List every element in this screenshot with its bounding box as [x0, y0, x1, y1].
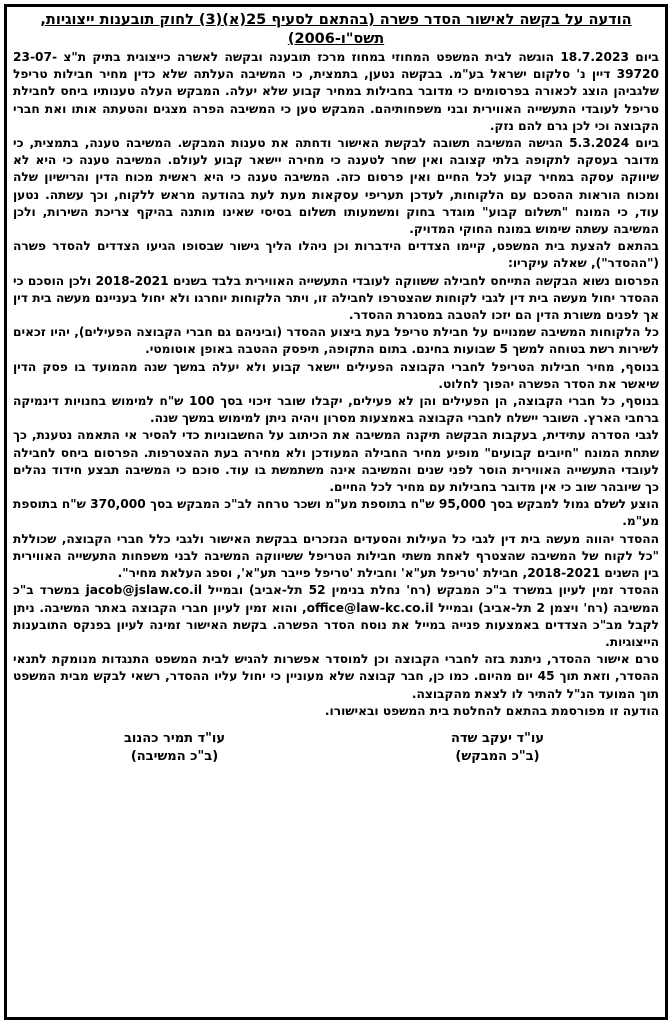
- notice-title: [13, 11, 659, 49]
- paragraph-publication: הודעה זו מפורסמת בהתאם להחלטת בית המשפט ובאישורו.: [324, 703, 659, 718]
- paragraph-response: ביום 5.3.2024 הגישה המשיבה תשובה לבקשת האישור ודחתה את טענות המבקש. המשיבה טענה, בתמצית, כי מדובר בעסקה לתקופה בלתי קצובה ואין שחר לטענה כי מחירה יישאר קבוע לעולם. המשיבה טענה כי היא לא שיווקה עסקה במחיר קבוע לכל החיים ואין פרסום כזה. המשיבה טענה כי היא ראשית מכוח הדין והרישיון שלה ומכוח הוראות ההסכם עם הלקוחות, לעדכן תעריפי עסקאות מעת לעת בהודעה מראש ללקוח, וכך עשתה. נטען עוד, כי המונח "תשלום קבוע" מוגדר בחוק ומשמעותו תשלום בסיסי שאינו מותנה בהיקף צריכת השירות, ולכן המשיבה עשתה שימוש במונח החוקי המדויק.: [13, 136, 659, 237]
- signature-name: עו"ד יעקב שדה: [450, 730, 544, 746]
- paragraph-benefit-voucher: בנוסף, כל חברי הקבוצה, הן הפעילים והן לא פעילים, יקבלו שובר זיכוי בסך 100 ש"ח למימוש בחנויות דינמיקה ברחבי הארץ. השובר יישלח לחברי הקבוצה באמצעות מסרון ויהיה ניתן למימוש במשך שנה.: [13, 394, 659, 426]
- notice-page: [4, 4, 668, 1020]
- title-line-1: הודעה על בקשה לאישור הסדר פשרה (בהתאם לסעיף 25(א)(3) לחוק תובענות ייצוגיות,: [40, 12, 632, 28]
- paragraph-mediation: בהתאם להצעת בית המשפט, קיימו הצדדים הידברות וכן ניהלו הליך גישור שבסופו הגיעו הצדדים להסדר פשרה ("ההסדר"), שאלה עיקריו:: [13, 239, 659, 271]
- paragraph-availability: ההסדר זמין לעיון במשרד ב"כ המבקש (רח' נחלת בנימין 52 תל-אביב) ובמייל jacob@jslaw.co.il במשרד ב"כ המשיבה (רח' ויצמן 2 תל-אביב) ובמייל office@law-kc.co.il, והוא זמין לעיון חברי הקבוצה באתר המשיבה. ניתן לקבל מב"כ הצדדים באמצעות פנייה במייל את נוסח הסדר הפשרה. בקשת האישור זמינה לעיון בפנקס התובענות הייצוגיות.: [13, 583, 659, 649]
- paragraph-benefit-price: בנוסף, מחיר חבילות הטריפל לחברי הקבוצה הפעילים יישאר קבוע ולא יעלה במשך שנה מהמועד בו פסק הדין שיאשר את הסדר הפשרה יהפוך לחלוט.: [13, 359, 659, 391]
- signature-role: (ב"כ המשיבה): [130, 748, 219, 764]
- paragraph-filing: ביום 18.7.2023 הוגשה לבית המשפט המחוזי במחוז מרכז תובענה ובקשה לאשרה כייצוגית בתיק ת"צ 23-07-39720 דיין נ' סלקום ישראל בע"מ. בבקשה נטען, בתמצית, כי המשיבה העלתה שלא כדין מחיר חבילות טריפל שלגביהן הוצג לכאורה בפרסומים כי מדובר בחבילות במחיר קבוע שלא יעלה. המבקש העלה טענותיו ביחס לחבילת טריפל לעובדי התעשייה האווירית ובני משפחותיהם. המבקש טען כי המשיבה הפרה מצגים והטעתה אותו ואת חברי הקבוצה וכי לכן גרם להם נזק.: [13, 50, 659, 133]
- paragraph-future-arrangement: לגבי הסדרה עתידית, בעקבות הבקשה תיקנה המשיבה את הכיתוב על החשבוניות כדי להסיר אי התאמה נטענת, כך שתחת המונח "חיובים קבועים" מופיע מחיר החבילה המעודכן ולא מחירה בעת ההצטרפות. הפרסום ביחס לחבילה לעובדי התעשייה האווירית הוסר לפני שנים והמשיבה אינה משתמשת בו עוד. סוכם כי המשיבה תבצע חידוד נהלים כך שיובהר שוב כי אין מדובר בחבילות עם מחיר לכל החיים.: [13, 428, 659, 495]
- signatures: [13, 730, 659, 766]
- signature-petitioner: [352, 730, 643, 766]
- signature-name: עו"ד תמיר כהנוב: [123, 730, 226, 746]
- paragraph-scope: הפרסום נשוא הבקשה התייחס לחבילה ששווקה לעובדי התעשייה האווירית בלבד בשנים 2018-2021 ולכן הוסכם כי ההסדר יחול מעשה בית דין לגבי לקוחות שהצטרפו לחבילה זו, ויתר הלקוחות יוחרגו ולא יחול בעניינם מעשה בית דין אך לפנים משורת הדין הם יזכו להטבה במסגרת ההסדר.: [13, 273, 660, 323]
- paragraph-fees: הוצע לשלם גמול למבקש בסך 95,000 ש"ח בתוספת מע"מ ושכר טרחה לב"כ המבקש בסך 370,000 ש"ח בתוספת מע"מ.: [13, 497, 659, 529]
- paragraph-objections: טרם אישור ההסדר, ניתנת בזה לחברי הקבוצה וכן למוסדר אפשרות להגיש לבית המשפט התנגדות מנומקת לתנאי ההסדר, וזאת תוך 45 יום מהיום. כמו כן, חבר קבוצה שלא מעוניין כי יחול עליו ההסדר, רשאי לבקש מבית המשפט תוך המועד הנ"ל להתיר לו לצאת מהקבוצה.: [13, 652, 660, 701]
- paragraph-benefit-network: כל הלקוחות המשיבה שמנויים על חבילת טריפל בעת ביצוע ההסדר (וביניהם גם חברי הקבוצה הפעילים), יהיו זכאים לשירות רשת בטוחה למשך 5 שבועות בחינם. בתום התקופה, תיפסק ההטבה באופן אוטומטי.: [13, 325, 659, 357]
- signature-respondent: [29, 730, 320, 766]
- title-line-2: תשס"ו-2006): [287, 31, 385, 47]
- signature-role: (ב"כ המבקש): [455, 748, 540, 764]
- paragraph-res-judicata: ההסדר יהווה מעשה בית דין לגבי כל העילות והסעדים הנזכרים בבקשת האישור ולגבי כלל חברי הקבוצה, שכוללת "כל לקוח של המשיבה שהצטרף לאחת משתי חבילות הטריפל ששיווקה המשיבה לבני משפחות התעשייה האווירית בין השנים 2018-2021, חבילת 'טריפל תע"א' וחבילת 'טריפל פייבר תע"א', וספג העלאת מחיר".: [13, 531, 659, 581]
